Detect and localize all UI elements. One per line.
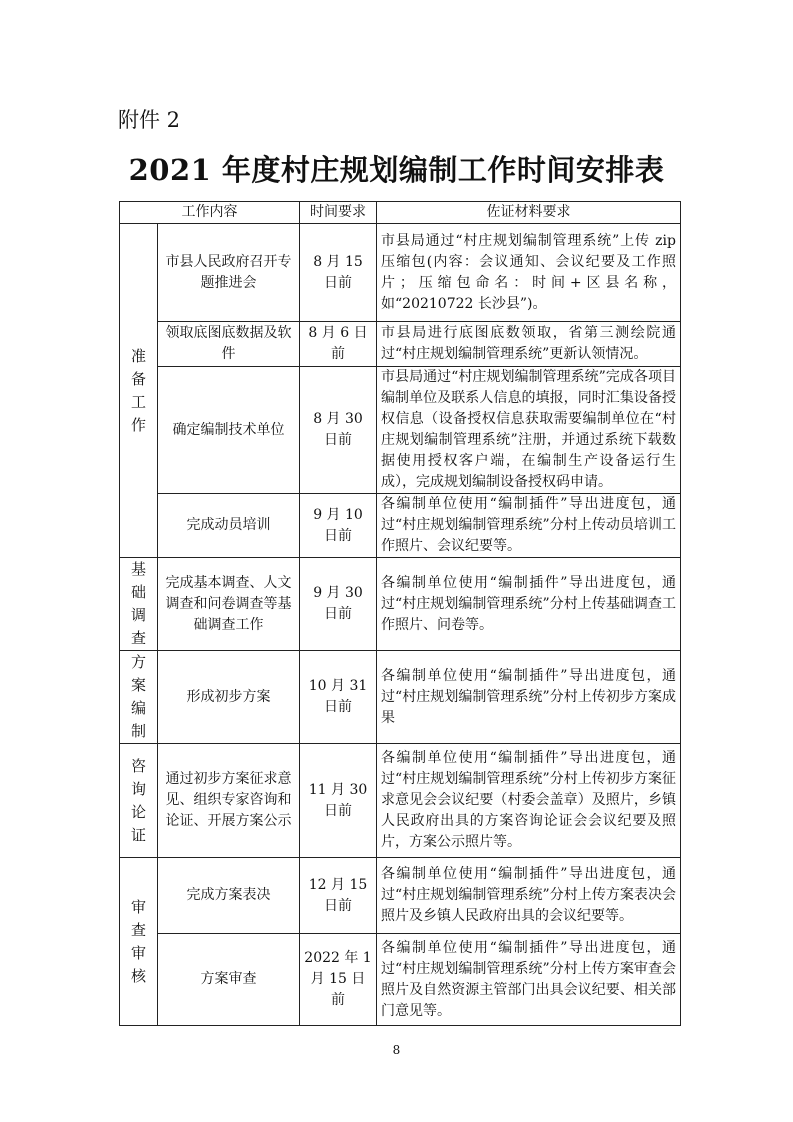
page-number: 8 <box>392 1043 401 1057</box>
header-materials: 佐证材料要求 <box>377 202 681 224</box>
attachment-label: 附件 2 <box>118 108 181 132</box>
time-cell: 8 月 30 日前 <box>300 367 377 494</box>
table-row <box>120 224 681 322</box>
table-row <box>120 558 681 651</box>
document-title: 2021 年度村庄规划编制工作时间安排表 <box>128 153 665 187</box>
table-row <box>120 367 681 494</box>
materials-cell: 各编制单位使用“编制插件”导出进度包，通过“村庄规划编制管理系统”分村上传动员培训工作照片、会议纪要等。 <box>377 494 681 558</box>
table-row <box>120 494 681 558</box>
task-cell: 完成基本调查、人文调查和问卷调查等基础调查工作 <box>158 558 300 651</box>
materials-cell: 市县局通过“村庄规划编制管理系统”完成各项目编制单位及联系人信息的填报，同时汇集设备授权信息（设备授权信息获取需要编制单位在“村庄规划编制管理系统”注册，并通过系统下载数据使用授权客户端，在编制生产设备运行生成），完成规划编制设备授权码申请。 <box>377 367 681 494</box>
task-cell: 完成动员培训 <box>158 494 300 558</box>
table-row <box>120 858 681 934</box>
time-cell: 9 月 30 日前 <box>300 558 377 651</box>
table-row <box>120 934 681 1026</box>
task-cell: 完成方案表决 <box>158 858 300 934</box>
materials-cell: 各编制单位使用“编制插件”导出进度包，通过“村庄规划编制管理系统”分村上传方案表决会照片及乡镇人民政府出具的会议纪要等。 <box>377 858 681 934</box>
phase-label: 咨询论证 <box>131 756 147 844</box>
phase-consult <box>120 744 158 858</box>
time-cell: 8 月 15 日前 <box>300 224 377 322</box>
task-cell: 形成初步方案 <box>158 651 300 744</box>
materials-cell: 各编制单位使用“编制插件”导出进度包，通过“村庄规划编制管理系统”分村上传基础调查工作照片、问卷等。 <box>377 558 681 651</box>
time-cell: 12 月 15 日前 <box>300 858 377 934</box>
time-cell: 10 月 31 日前 <box>300 651 377 744</box>
materials-cell: 市县局通过“村庄规划编制管理系统”上传 zip 压缩包(内容：会议通知、会议纪要及工作照片；压缩包命名：时间+区县名称，如“20210722 长沙县”)。 <box>377 224 681 322</box>
materials-cell: 各编制单位使用“编制插件”导出进度包，通过“村庄规划编制管理系统”分村上传初步方案成果 <box>377 651 681 744</box>
phase-label: 准备工作 <box>131 346 147 434</box>
phase-prep <box>120 224 158 558</box>
table-header-row <box>120 202 681 224</box>
materials-cell: 各编制单位使用“编制插件”导出进度包，通过“村庄规划编制管理系统”分村上传初步方案征求意见会会议纪要（村委会盖章）及照片，乡镇人民政府出具的方案咨询论证会会议纪要及照片，方案公示照片等。 <box>377 744 681 858</box>
table-row <box>120 651 681 744</box>
task-cell: 市县人民政府召开专题推进会 <box>158 224 300 322</box>
task-cell: 通过初步方案征求意见、组织专家咨询和论证、开展方案公示 <box>158 744 300 858</box>
header-content: 工作内容 <box>120 202 300 224</box>
time-cell: 11 月 30 日前 <box>300 744 377 858</box>
materials-cell: 各编制单位使用“编制插件”导出进度包，通过“村庄规划编制管理系统”分村上传方案审查会照片及自然资源主管部门出具会议纪要、相关部门意见等。 <box>377 934 681 1026</box>
time-cell: 2022 年 1 月 15 日前 <box>300 934 377 1026</box>
header-time: 时间要求 <box>300 202 377 224</box>
time-cell: 8 月 6 日前 <box>300 322 377 367</box>
task-cell: 方案审查 <box>158 934 300 1026</box>
phase-label: 审查审核 <box>131 897 147 985</box>
table-row <box>120 744 681 858</box>
phase-review <box>120 858 158 1026</box>
schedule-table <box>119 201 681 1026</box>
phase-survey <box>120 558 158 651</box>
task-cell: 领取底图底数据及软件 <box>158 322 300 367</box>
phase-label: 方案编制 <box>131 653 147 740</box>
table-row <box>120 322 681 367</box>
phase-plan <box>120 651 158 744</box>
time-cell: 9 月 10 日前 <box>300 494 377 558</box>
task-cell: 确定编制技术单位 <box>158 367 300 494</box>
phase-label: 基础调查 <box>131 560 147 647</box>
materials-cell: 市县局进行底图底数领取，省第三测绘院通过“村庄规划编制管理系统”更新认领情况。 <box>377 322 681 367</box>
